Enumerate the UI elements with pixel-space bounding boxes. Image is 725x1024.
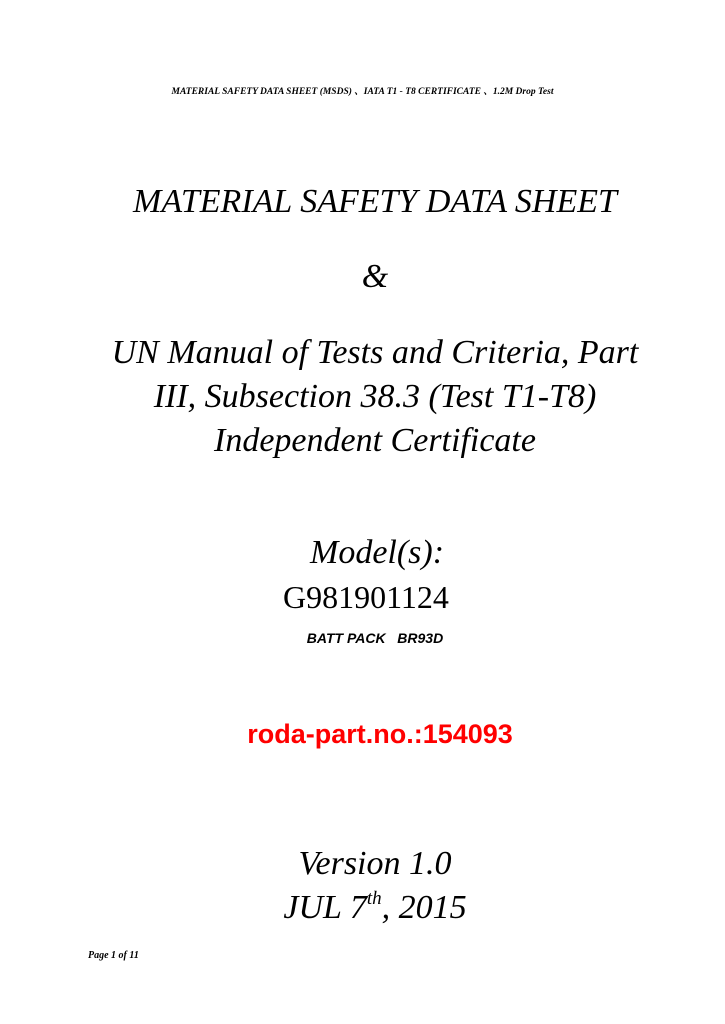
date-suffix: , 2015: [381, 889, 467, 926]
un-manual-line-1: UN Manual of Tests and Criteria, Part: [111, 334, 639, 371]
document-title: MATERIAL SAFETY DATA SHEET: [133, 183, 617, 220]
date-prefix: JUL 7: [283, 889, 367, 926]
release-date: [0, 886, 725, 930]
ampersand: &: [361, 258, 389, 295]
page-header: MATERIAL SAFETY DATA SHEET (MSDS) 、IATA T1 - T8 CERTIFICATE 、1.2M Drop Test: [171, 87, 554, 97]
model-label: Model(s):: [310, 534, 445, 571]
model-number: G981901124: [283, 579, 449, 615]
un-manual-line-3: Independent Certificate: [214, 422, 536, 459]
date-ordinal: th: [366, 888, 382, 909]
battery-pack-description: BATT PACK BR93D: [306, 630, 444, 646]
un-manual-line-2: III, Subsection 38.3 (Test T1-T8): [153, 378, 597, 415]
page-footer: Page 1 of 11: [88, 950, 139, 961]
roda-part-number: roda-part.no.:154093: [247, 719, 513, 749]
version-label: Version 1.0: [298, 845, 452, 882]
